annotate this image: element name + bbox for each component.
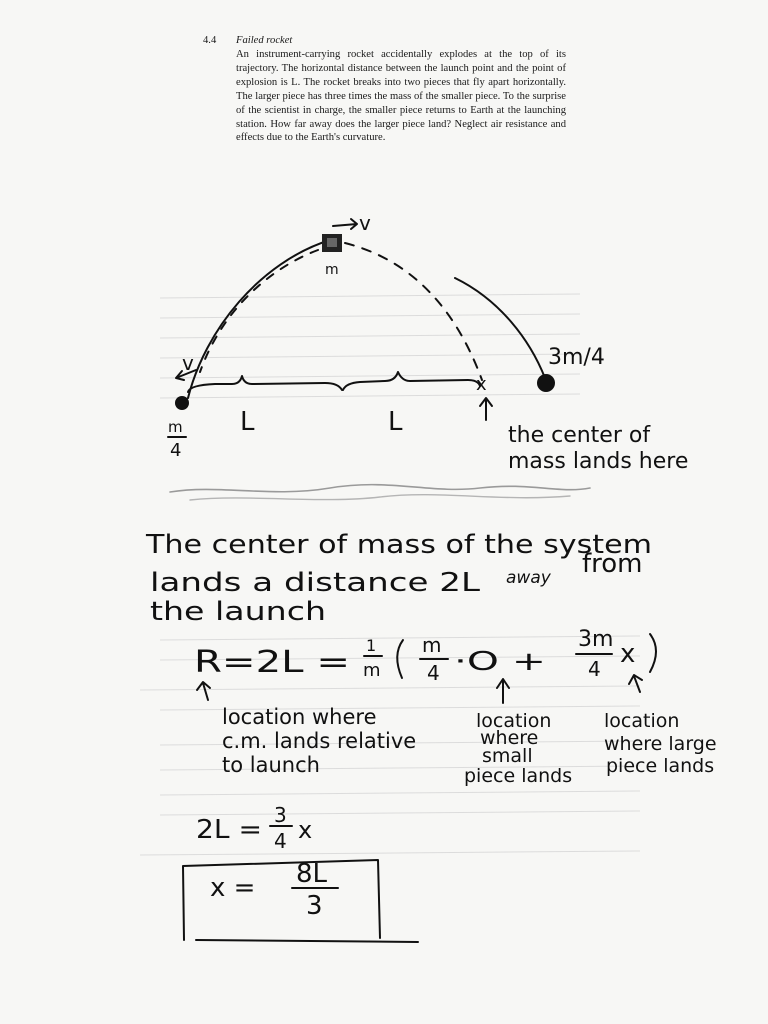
annotation-R-line2: c.m. lands relative	[222, 729, 417, 753]
annotation-small-line1: location	[476, 710, 552, 732]
solution-line-3: the launch	[150, 597, 326, 627]
top-mass-label: m	[325, 262, 339, 278]
eq-term2-rest: x	[620, 639, 636, 669]
top-velocity-arrow	[333, 219, 357, 229]
annotation-small-line3: small	[482, 745, 533, 767]
eq-term2-den: 4	[588, 657, 601, 681]
cm-dashed-path	[345, 243, 482, 380]
large-piece-dot	[537, 374, 555, 392]
eq-term2-num: 3m	[578, 627, 614, 652]
eq-term1-rest: ·O +	[454, 647, 546, 677]
small-piece-dot	[175, 396, 189, 410]
cm-pointer-arrow	[480, 398, 492, 420]
step-lhs: 2L =	[196, 815, 262, 845]
solution-line-2b: away	[506, 568, 551, 588]
cm-note-line1: the center of	[508, 423, 651, 448]
annotation-large-line1: location	[604, 710, 680, 732]
brace-left	[188, 376, 342, 392]
ground-line	[170, 485, 590, 492]
top-rocket-piece	[322, 234, 342, 252]
step-frac-den: 4	[274, 829, 287, 853]
top-velocity-label: v	[359, 211, 371, 235]
eq-frac-1-den: m	[363, 660, 381, 681]
open-paren	[397, 640, 403, 678]
large-mass-label: 3m/4	[548, 345, 605, 370]
answer-num: 8L	[296, 859, 328, 889]
annotation-large-line2: where large	[604, 733, 717, 755]
arrow-to-large-term	[629, 675, 642, 692]
solution-line-1: The center of mass of the system	[144, 530, 652, 560]
eq-term1-num: m	[422, 633, 442, 657]
large-piece-path	[455, 278, 545, 378]
solution-line-2c: from	[582, 549, 643, 579]
problem-number: 4.4	[203, 35, 217, 46]
annotation-large-line3: piece lands	[606, 755, 715, 777]
annotation-R-line1: location where	[222, 705, 377, 729]
eq-term1-den: 4	[427, 661, 440, 685]
arrow-to-R	[197, 682, 210, 700]
annotation-small-line4: piece lands	[464, 765, 573, 787]
annotation-small-line2: where	[480, 727, 539, 749]
small-mass-numerator: m	[168, 418, 183, 436]
arrow-to-small-term	[497, 679, 509, 703]
cm-note-line2: mass lands here	[508, 449, 689, 474]
cm-landing-x: x	[476, 374, 487, 395]
answer-lhs: x =	[210, 873, 256, 903]
step-frac-num: 3	[274, 803, 287, 827]
problem-text: An instrument-carrying rocket accidentally explodes at the top of its trajectory. The horizontal distance between the launch point and the point of explosion is L. The rocket breaks into two pieces that fly apart horizontally. The larger piece has three times the mass of the smaller piece. To the surprise of the scientist in charge, the smaller piece returns to Earth at the launching station. How far away does the larger piece land? Neglect air resistance and effects due to the Earth's curvature.	[236, 49, 566, 144]
eq-frac-1-num: 1	[366, 636, 377, 655]
problem-title: Failed rocket	[236, 35, 293, 46]
step-rhs: x	[298, 816, 313, 844]
close-paren	[650, 634, 656, 672]
annotation-R-line3: to launch	[222, 753, 320, 777]
distance-L-right: L	[388, 407, 403, 437]
solution-line-2a: lands a distance 2L	[150, 568, 481, 598]
distance-L-left: L	[240, 407, 255, 437]
small-velocity-label: v	[182, 351, 194, 375]
equation-lhs: R=2L =	[194, 645, 350, 680]
answer-den: 3	[306, 891, 323, 921]
small-piece-dashed-path	[200, 250, 318, 372]
small-mass-denominator: 4	[170, 440, 182, 461]
trajectory-arc	[188, 240, 330, 398]
